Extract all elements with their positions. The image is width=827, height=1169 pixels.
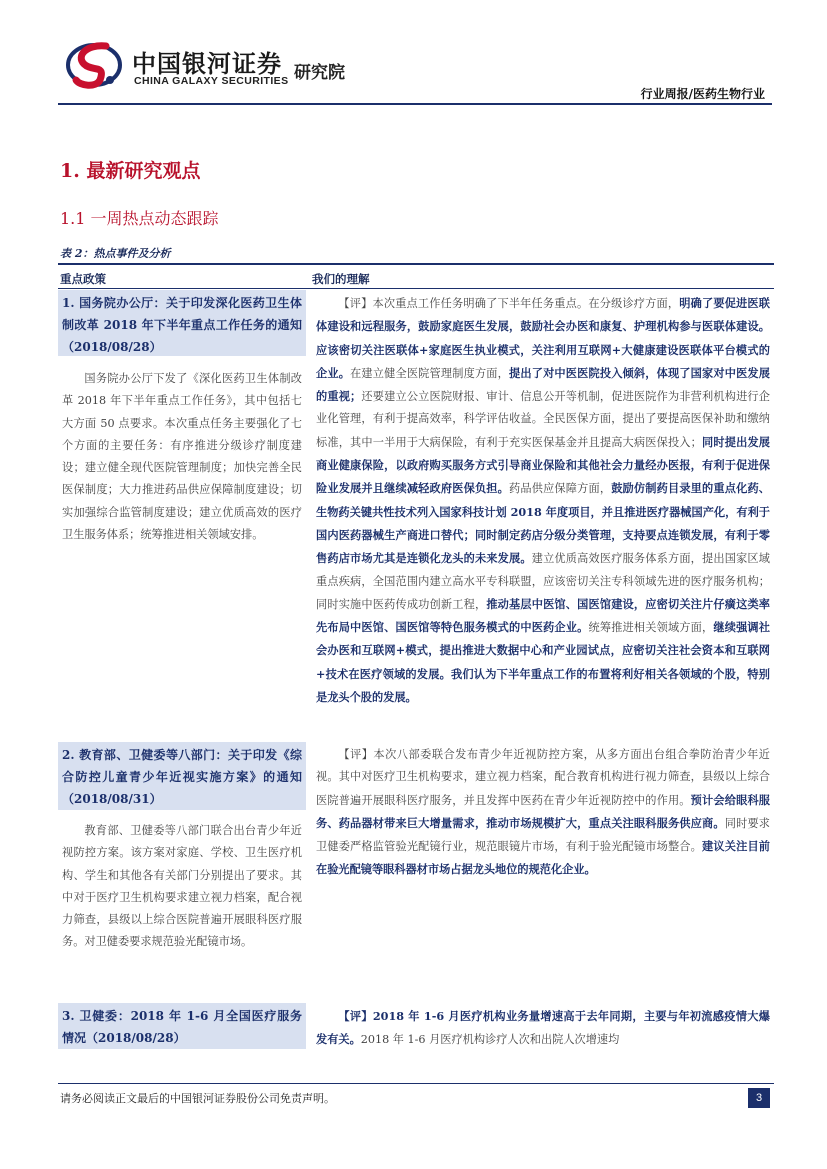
view-segment: 预计会给眼科服务、药品器材带来巨大增量需求，推动市场规模扩大，重点关注眼科服务供应商。 bbox=[316, 792, 770, 830]
column-header-view: 我们的理解 bbox=[312, 272, 370, 286]
row-2-view bbox=[310, 742, 774, 882]
footer-divider bbox=[58, 1083, 774, 1084]
view-segment: 药品供应保障方面， bbox=[509, 482, 612, 496]
logo-english-name: CHINA GALAXY SECURITIES bbox=[134, 75, 289, 87]
table-caption: 表 2：热点事件及分析 bbox=[60, 247, 171, 260]
column-header-policy: 重点政策 bbox=[60, 272, 106, 286]
table-row bbox=[58, 1003, 306, 1049]
row-3-view bbox=[310, 1003, 774, 1052]
view-segment: 鼓励仿制药目录里的重点化药、生物药关键共性技术列入国家科技计划 2018 年度项目，并且推进医疗器械国产化，有利于国内医药器械生产商进口替代；同时制定药店分级分类管理，支持要点连锁发展，有利于零售药店市场尤其是连锁化龙头的未来发展。 bbox=[316, 481, 770, 566]
table-row bbox=[58, 290, 306, 546]
institute-name: 研究院 bbox=[294, 63, 345, 83]
view-segment: 统筹推进相关领域方面， bbox=[588, 621, 714, 635]
row-1-view bbox=[310, 290, 774, 709]
view-segment: 2018 年 1-6 月医疗机构诊疗人次和出院人次增速均 bbox=[360, 1033, 620, 1047]
view-segment: 推动基层中医馆、国医馆建设，应密切关注片仔癀这类率先布局中医馆、国医馆等特色服务模式的中医药企业。 bbox=[316, 596, 770, 635]
view-segment: 明确了要促进医联体建设和远程服务，鼓励家庭医生发展，鼓励社会办医和康复、护理机构参与医联体建设。应该密切关注医联体+家庭医生执业模式，关注利用互联网+大健康建设医联体平台模式的企业。 bbox=[316, 296, 770, 380]
row-1-body: 国务院办公厅下发了《深化医药卫生体制改革 2018 年下半年重点工作任务》，其中包括七大方面 50 点要求。本次重点任务主要强化了七个方面的主要任务：有序推进分级诊疗制度建设；建立健全现代医院管理制度；加快完善全民医保制度；大力推进药品供应保障制度建设；切实加强综合监管制度建设；建立优质高效的医疗卫生服务体系；统筹推进相关领域安排。 bbox=[62, 372, 302, 542]
view-segment: 同时提出发展商业健康保险，以政府购买服务方式引导商业保险和其他社会力量经办医报，有利于促进保险业发展并且继续减轻政府医保负担。 bbox=[316, 434, 770, 496]
row-2-title: 2. 教育部、卫健委等八部门：关于印发《综合防控儿童青少年近视实施方案》的通知（2018/08/31） bbox=[62, 748, 302, 806]
section-heading: 1. 最新研究观点 bbox=[60, 160, 201, 182]
row-1-title: 1. 国务院办公厅：关于印发深化医药卫生体制改革 2018 年下半年重点工作任务的通知（2018/08/28） bbox=[62, 296, 302, 354]
view-segment: 【评】2018 年 1-6 月医疗机构业务量增速高于去年同期，主要与年初流感疫情大爆发有关。 bbox=[316, 1009, 770, 1047]
header-divider bbox=[58, 103, 772, 105]
view-segment: 提出了对中医医院投入倾斜，体现了国家对中医发展的重视； bbox=[316, 365, 770, 404]
row-2-body: 教育部、卫健委等八部门联合出台青少年近视防控方案。该方案对家庭、学校、卫生医疗机构、学生和其他各有关部门分别提出了要求。其中对于医疗卫生机构要求建立视力档案，配合视力筛查，县级以上综合医院普遍开展眼科医疗服务。对卫健委要求规范验光配镜市场。 bbox=[62, 824, 302, 949]
row-3-view-text bbox=[310, 1003, 774, 1052]
view-segment: 建议关注目前在验光配镜等眼科器材市场占据龙头地位的规范化企业。 bbox=[316, 839, 770, 877]
row-3-title: 3. 卫健委：2018 年 1-6 月全国医疗服务情况（2018/08/28） bbox=[62, 1009, 302, 1045]
galaxy-logo-icon bbox=[66, 40, 122, 90]
logo-chinese-name: 中国银河证券 bbox=[132, 50, 282, 78]
row-2-view-text bbox=[310, 742, 774, 882]
report-category: 行业周报/医药生物行业 bbox=[640, 87, 765, 101]
view-segment: 【评】本次重点工作任务明确了下半年任务重点。在分级诊疗方面， bbox=[338, 297, 680, 310]
footer-disclaimer: 请务必阅读正文最后的中国银河证券股份公司免责声明。 bbox=[60, 1092, 335, 1105]
row-1-view-text bbox=[310, 290, 774, 709]
table-header bbox=[58, 263, 774, 289]
subsection-heading: 1.1 一周热点动态跟踪 bbox=[60, 209, 219, 228]
view-segment: 【评】本次八部委联合发布青少年近视防控方案，从多方面出台组合拳防治青少年近视。其中对医疗卫生机构要求，建立视力档案，配合教育机构进行视力筛查，县级以上综合医院普遍开展眼科医疗服务，并且发挥中医药在青少年近视防控中的作用。 bbox=[316, 748, 770, 807]
view-segment: 同时要求卫健委严格监管验光配镜行业，规范眼镜片市场，有利于验光配镜市场整合。 bbox=[316, 816, 770, 854]
table-row bbox=[58, 742, 306, 954]
view-segment: 在建立健全医院管理制度方面， bbox=[350, 366, 510, 380]
page-header bbox=[0, 0, 827, 106]
view-segment: 建立优质高效医疗服务体系方面，提出国家区域重点疾病，全国范围内建立高水平专科联盟，应该密切关注专科领域先进的医疗服务机构；同时实施中医药传成功创新工程， bbox=[316, 552, 770, 611]
view-segment: 还要建立公立医院财报、审计、信息公开等机制，促进医院作为非营利机构进行企业化管理，有利于提高效率，科学评估收益。全民医保方面，提出了要提高医保补助和缴纳标准，其中一半用于大病保险，有利于充实医保基金并且提高大病医保投入； bbox=[316, 390, 770, 449]
page-number: 3 bbox=[748, 1088, 770, 1108]
view-segment: 继续强调社会办医和互联网+模式，提出推进大数据中心和产业园试点，应密切关注社会资本和互联网+技术在医疗领域的发展。我们认为下半年重点工作的布置将利好相关各领域的个股，特别是龙头个股的发展。 bbox=[316, 620, 770, 705]
